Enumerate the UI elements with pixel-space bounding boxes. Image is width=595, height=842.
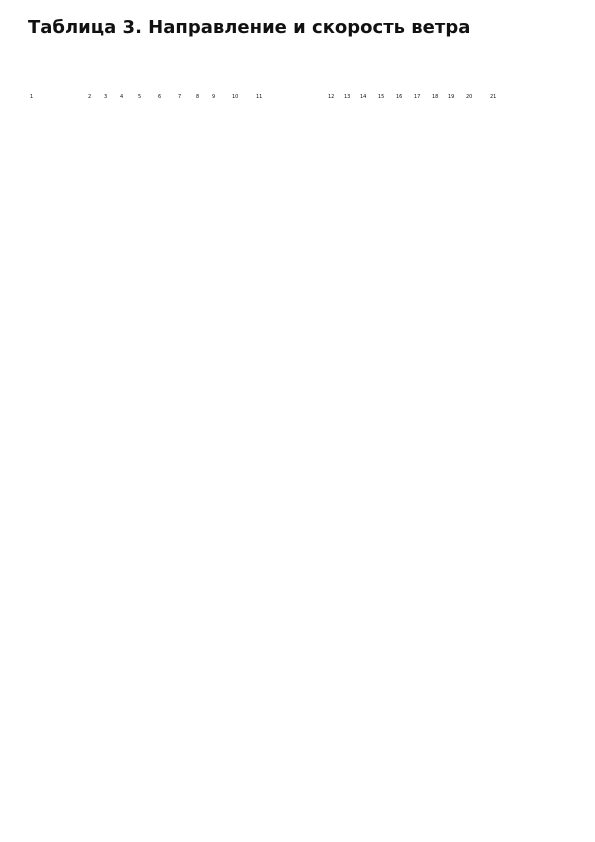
table-row <box>0 163 595 177</box>
column-number: 2 <box>88 94 92 100</box>
column-number: 21 <box>490 94 497 100</box>
column-number: 14 <box>360 94 367 100</box>
column-number: 12 <box>328 94 335 100</box>
table-row <box>0 279 595 293</box>
column-number: 6 <box>158 94 162 100</box>
column-number: 10 <box>232 94 239 100</box>
column-number: 17 <box>414 94 421 100</box>
table-row <box>0 261 595 275</box>
column-number: 1 <box>30 94 34 100</box>
column-number: 15 <box>378 94 385 100</box>
column-number: 13 <box>344 94 351 100</box>
table-row <box>0 244 595 258</box>
table-row <box>0 113 595 127</box>
column-number: 16 <box>396 94 403 100</box>
table-row <box>0 212 595 226</box>
column-number: 18 <box>432 94 439 100</box>
column-number: 11 <box>256 94 263 100</box>
column-number: 9 <box>212 94 216 100</box>
table-row <box>0 197 595 211</box>
table-title: Таблица 3. Направление и скорость ветра <box>28 17 471 38</box>
table-row <box>0 228 595 242</box>
table-row <box>0 180 595 194</box>
column-number: 4 <box>120 94 124 100</box>
column-number: 5 <box>138 94 142 100</box>
column-number: 19 <box>448 94 455 100</box>
column-number: 20 <box>466 94 473 100</box>
column-number: 8 <box>196 94 200 100</box>
table-row <box>0 322 595 336</box>
table-row <box>0 295 595 309</box>
column-number: 7 <box>178 94 182 100</box>
table-row <box>0 146 595 160</box>
table-row <box>0 129 595 143</box>
column-number: 3 <box>104 94 108 100</box>
